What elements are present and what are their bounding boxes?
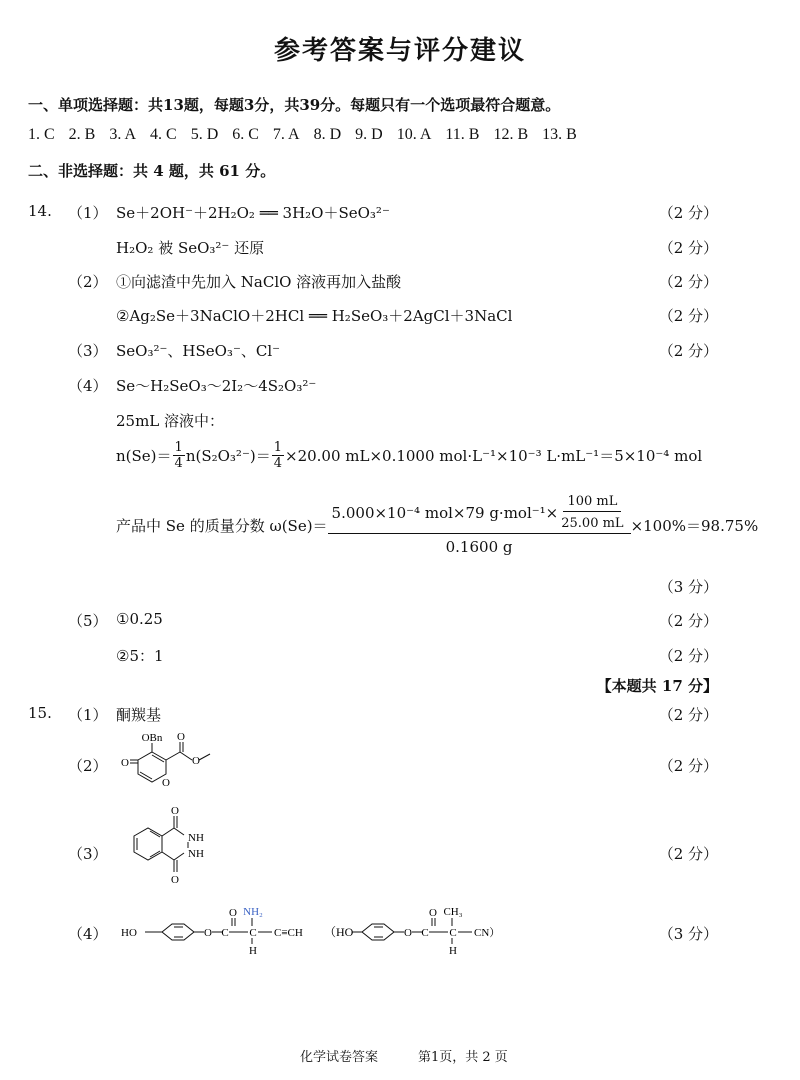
- q14-p2a-score: （2 分）: [658, 273, 718, 291]
- volume-ratio-bottom: 25.00 mL: [561, 516, 624, 531]
- fraction-quarter: [272, 440, 284, 471]
- q15-p3-label: （3）: [68, 845, 108, 863]
- q14-p1b-score: （2 分）: [658, 239, 718, 257]
- q14-p2b-score: （2 分）: [658, 307, 718, 325]
- q15-p3-score: （2 分）: [658, 845, 718, 863]
- q14-p1b: H₂O₂ 被 SeO₃²⁻ 还原: [116, 239, 265, 257]
- q14-p4a: Se～H₂SeO₃～2I₂～4S₂O₃²⁻: [116, 377, 317, 395]
- section-2-heading: 二、非选择题：共 4 题，共 61 分。: [28, 162, 276, 180]
- q14-p4b: 25mL 溶液中：: [116, 412, 225, 430]
- q14-p4c-equation: [116, 440, 702, 471]
- volume-ratio-fraction: [559, 494, 625, 531]
- q14-number: 14.: [28, 202, 52, 220]
- q14-p4d-equation: [116, 494, 758, 556]
- q15-p2-label: （2）: [68, 757, 108, 775]
- fraction-denominator: 4: [174, 456, 183, 471]
- methyl-label: CH₃: [443, 906, 463, 918]
- page-title: 参考答案与评分建议: [273, 36, 526, 66]
- mass-fraction-numerator: [328, 494, 631, 534]
- fraction-numerator: 1: [273, 440, 282, 455]
- bottom-o-label: O: [171, 874, 179, 886]
- q14-p2-label: （2）: [68, 273, 108, 291]
- alpha-h-label: H: [249, 945, 257, 957]
- answer-item: 5. D: [190, 126, 219, 143]
- answer-item: 9. D: [355, 126, 383, 143]
- mass-fraction: [328, 494, 631, 556]
- carbonyl-o-label-2: O: [429, 907, 437, 919]
- mass-fraction-numerator-text: 5.000×10⁻⁴ mol×79 g·mol⁻¹×: [331, 503, 559, 522]
- aryl-ester-structures: [112, 898, 532, 962]
- ho-label: HO: [121, 927, 137, 939]
- q14-p1-label: （1）: [68, 204, 108, 222]
- q14-p4c-post: ×20.00 mL×0.1000 mol·L⁻¹×10⁻³ L·mL⁻¹＝5×10⁻⁴ mol: [285, 447, 703, 465]
- section-1-heading: 一、单项选择题：共13题，每题3分，共39分。每题只有一个选项最符合题意。: [28, 96, 561, 114]
- alpha-h-label-2: H: [449, 945, 457, 957]
- obn-label: OBn: [141, 732, 163, 744]
- top-o-label: O: [171, 805, 179, 817]
- answer-item: 8. D: [313, 126, 342, 143]
- answer-list: [28, 126, 577, 144]
- q15-p1-score: （2 分）: [658, 706, 718, 724]
- answer-item: 1. C: [28, 126, 55, 143]
- q14-p2a: ①向滤渣中先加入 NaClO 溶液再加入盐酸: [116, 273, 402, 291]
- mass-fraction-denominator: 0.1600 g: [445, 538, 513, 556]
- amino-group-label: NH₂: [243, 906, 263, 918]
- q15-number: 15.: [28, 704, 52, 722]
- q14-p5b: ②5：1: [116, 647, 164, 665]
- nh-bottom-label: NH: [188, 848, 204, 860]
- fraction-quarter: [173, 440, 185, 471]
- alt-answer-open-label: （HO: [324, 925, 354, 939]
- q14-p2b: ②Ag₂Se＋3NaClO＋2HCl ══ H₂SeO₃＋2AgCl＋3NaCl: [116, 307, 513, 325]
- q14-p5a-score: （2 分）: [658, 612, 718, 630]
- q14-p4d-pre: 产品中 Se 的质量分数 ω(Se)＝: [116, 516, 328, 535]
- volume-ratio-top: 100 mL: [563, 494, 621, 512]
- ring-o-label: O: [162, 777, 170, 789]
- q14-p3-label: （3）: [68, 342, 108, 360]
- q14-p4-label: （4）: [68, 377, 108, 395]
- answer-item: 11. B: [445, 126, 480, 143]
- answer-item: 13. B: [542, 126, 577, 143]
- answer-item: 6. C: [232, 126, 259, 143]
- q14-p5b-score: （2 分）: [658, 647, 718, 665]
- nh-top-label: NH: [188, 832, 204, 844]
- footer-title: 化学试卷答案: [300, 1050, 379, 1065]
- q14-p5-label: （5）: [68, 612, 108, 630]
- ester-o-label-2: O: [404, 927, 412, 939]
- ester-o-label: O: [192, 755, 200, 767]
- q14-p5a: ①0.25: [116, 610, 163, 628]
- phthalhydrazide-structure: [112, 802, 222, 894]
- alpha-c-label: C: [249, 927, 257, 939]
- q15-p4-score: （3 分）: [658, 925, 718, 943]
- q14-p4c-mid: n(S₂O₃²⁻)＝: [185, 447, 271, 465]
- q14-p4c-pre: n(Se)＝: [116, 447, 172, 465]
- answer-item: 12. B: [493, 126, 529, 143]
- fraction-numerator: 1: [174, 440, 183, 455]
- q14-p4-score: （3 分）: [658, 578, 718, 596]
- carbonyl-o-label: O: [229, 907, 237, 919]
- q15-p1: 酮羰基: [116, 706, 162, 724]
- alkyne-label: C≡CH: [274, 927, 303, 939]
- q14-p3: SeO₃²⁻、HSeO₃⁻、Cl⁻: [116, 342, 281, 360]
- q14-p4d-post: ×100%＝98.75%: [630, 516, 759, 535]
- q14-total: 【本题共 17 分】: [596, 677, 718, 695]
- fraction-denominator: 4: [273, 456, 282, 471]
- q15-p2-score: （2 分）: [658, 757, 718, 775]
- ketone-o-label: O: [121, 757, 129, 769]
- answer-item: 10. A: [396, 126, 432, 143]
- carbonyl-c-label-2: C: [421, 927, 429, 939]
- alpha-c-label-2: C: [449, 927, 457, 939]
- carbonyl-o-label: O: [177, 731, 185, 743]
- q15-p1-label: （1）: [68, 706, 108, 724]
- answer-item: 2. B: [68, 126, 96, 143]
- q14-p3-score: （2 分）: [658, 342, 718, 360]
- footer-page-number: 第1页，共 2 页: [418, 1050, 508, 1065]
- q14-p1a-score: （2 分）: [658, 204, 718, 222]
- q15-p4-label: （4）: [68, 925, 108, 943]
- answer-item: 3. A: [109, 126, 137, 143]
- answer-item: 4. C: [150, 126, 177, 143]
- pyranone-ester-structure: [112, 728, 222, 792]
- carbonyl-c-label: C: [221, 927, 229, 939]
- nitrile-label: CN）: [474, 927, 501, 939]
- ester-o-label: O: [204, 927, 212, 939]
- answer-item: 7. A: [272, 126, 300, 143]
- q14-p1a: Se＋2OH⁻＋2H₂O₂ ══ 3H₂O＋SeO₃²⁻: [116, 204, 390, 222]
